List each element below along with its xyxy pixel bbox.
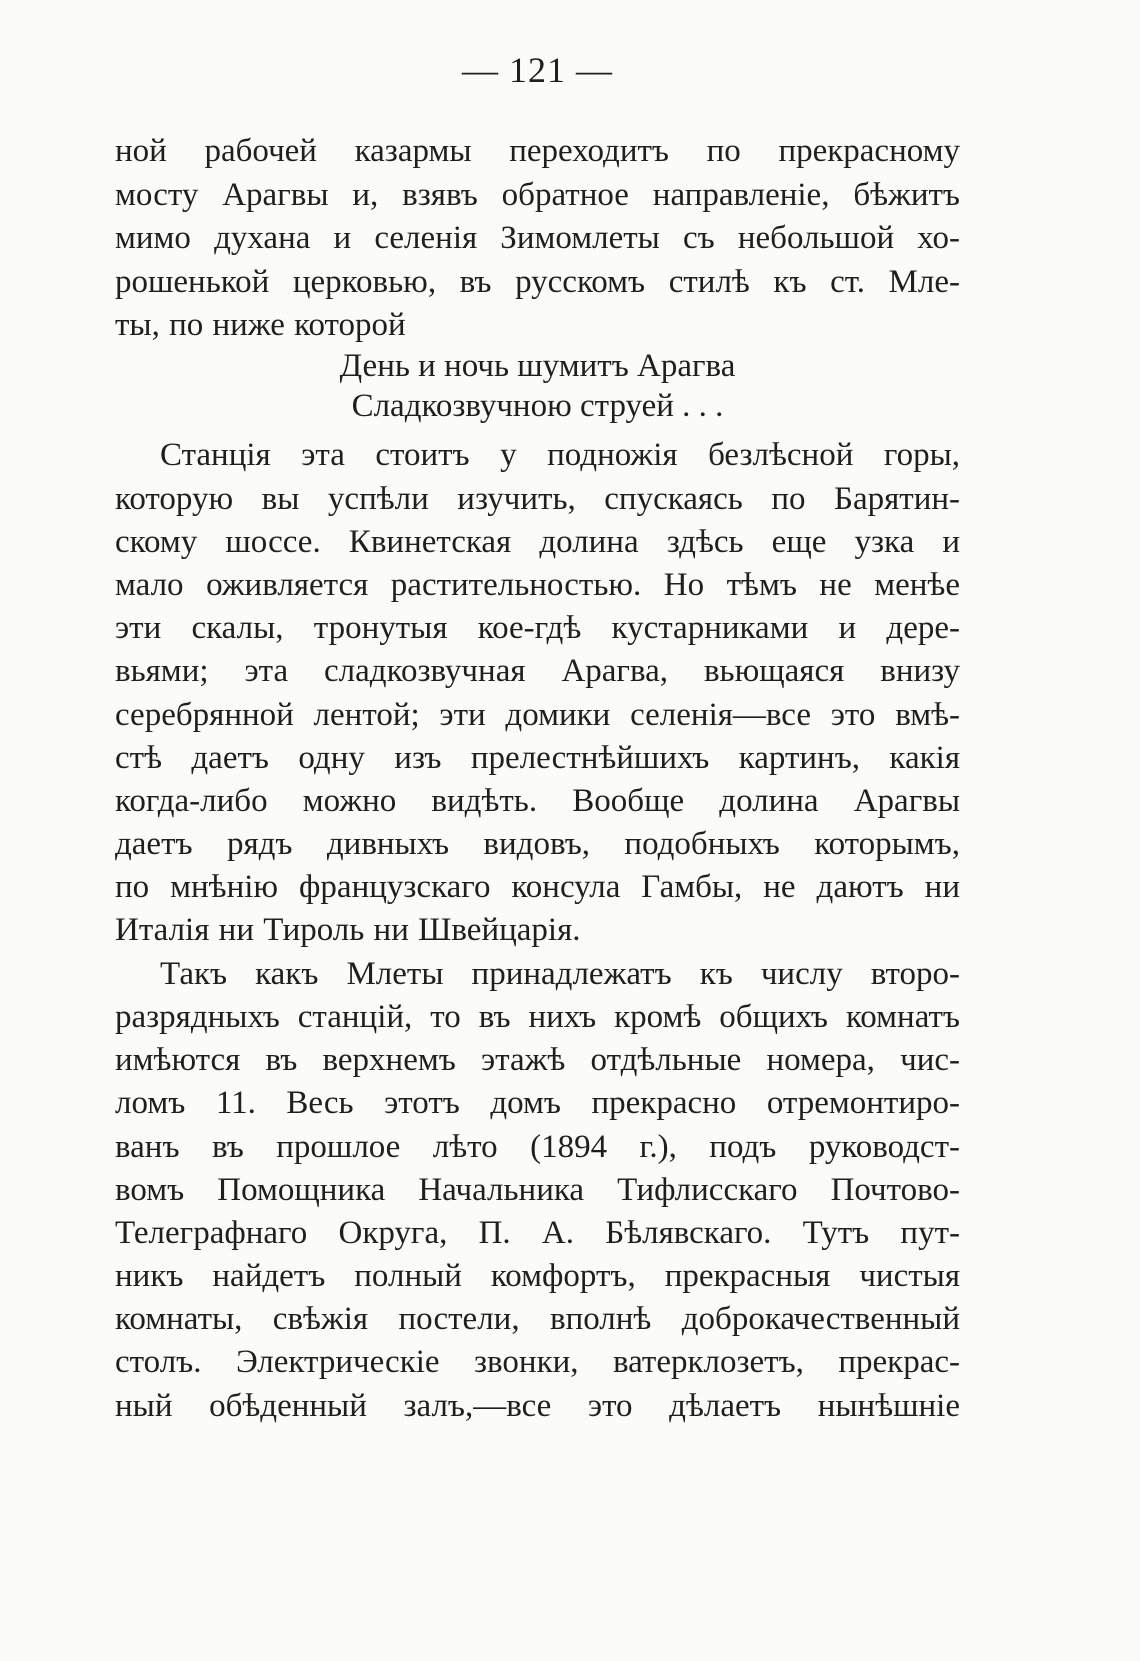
- paragraph-station-rooms: [115, 953, 960, 1428]
- text-line: Станція эта стоитъ у подножія безлѣсной горы,: [160, 437, 960, 474]
- text-line: ломъ 11. Весь этотъ домъ прекрасно отремонтиро-: [115, 1085, 960, 1122]
- text-line: ты, по ниже которой: [115, 307, 406, 343]
- text-line: Такъ какъ Млеты принадлежатъ къ числу второ-: [160, 955, 960, 992]
- text-line: вьями; эта сладкозвучная Арагва, вьющаяся внизу: [115, 653, 960, 690]
- verse-quote: [115, 346, 960, 426]
- paragraph-continuation: [115, 130, 960, 348]
- text-line: мало оживляется растительностью. Но тѣмъ не менѣе: [115, 566, 960, 603]
- verse-line: Сладкозвучною струей . . .: [351, 388, 724, 424]
- text-line: серебрянной лентой; эти домики селенія—все это вмѣ-: [115, 696, 960, 733]
- text-line: ный обѣденный залъ,—все это дѣлаетъ нынѣшніе: [115, 1387, 960, 1424]
- text-line: рошенькой церковью, въ русскомъ стилѣ къ ст. Мле-: [115, 263, 960, 300]
- text-line: Телеграфнаго Округа, П. А. Бѣлявскаго. Тутъ пут-: [115, 1214, 960, 1251]
- text-line: вомъ Помощника Начальника Тифлисскаго Почтово-: [115, 1171, 960, 1208]
- verse-line: День и ночь шумитъ Арагва: [339, 348, 736, 384]
- text-line: комнаты, свѣжія постели, вполнѣ доброкачественный: [115, 1301, 960, 1338]
- text-line: никъ найдетъ полный комфортъ, прекрасныя чистыя: [115, 1258, 960, 1295]
- text-line: разрядныхъ станцій, то въ нихъ кромѣ общихъ комнатъ: [115, 998, 960, 1035]
- text-line: мимо духана и селенія Зимомлеты съ небольшой хо-: [115, 220, 960, 256]
- text-line: Италія ни Тироль ни Швейцарія.: [115, 912, 581, 949]
- text-line: которую вы успѣли изучить, спускаясь по Барятин-: [115, 480, 960, 517]
- text-line: мосту Арагвы и, взявъ обратное направленіе, бѣжитъ: [115, 176, 960, 213]
- text-line: имѣются въ верхнемъ этажѣ отдѣльные номера, чис-: [115, 1042, 960, 1079]
- text-line: эти скалы, тронутыя кое-гдѣ кустарниками и дере-: [115, 610, 960, 647]
- text-line: когда-либо можно видѣть. Вообще долина Арагвы: [115, 782, 960, 819]
- text-line: даетъ рядъ дивныхъ видовъ, подобныхъ которымъ,: [115, 826, 960, 863]
- text-line: ной рабочей казармы переходитъ по прекрасному: [115, 133, 960, 169]
- paragraph-station-description: [115, 434, 960, 952]
- text-line: стѣ даетъ одну изъ прелестнѣйшихъ картинъ, какія: [115, 739, 960, 776]
- page-number: — 121 —: [462, 50, 613, 90]
- text-line: по мнѣнію французскаго консула Гамбы, не даютъ ни: [115, 869, 960, 906]
- text-line: столъ. Электрическіе звонки, ватерклозетъ, прекрас-: [115, 1344, 960, 1381]
- text-line: ванъ въ прошлое лѣто (1894 г.), подъ руководст-: [115, 1128, 960, 1165]
- text-line: скому шоссе. Квинетская долина здѣсь еще узка и: [115, 523, 960, 560]
